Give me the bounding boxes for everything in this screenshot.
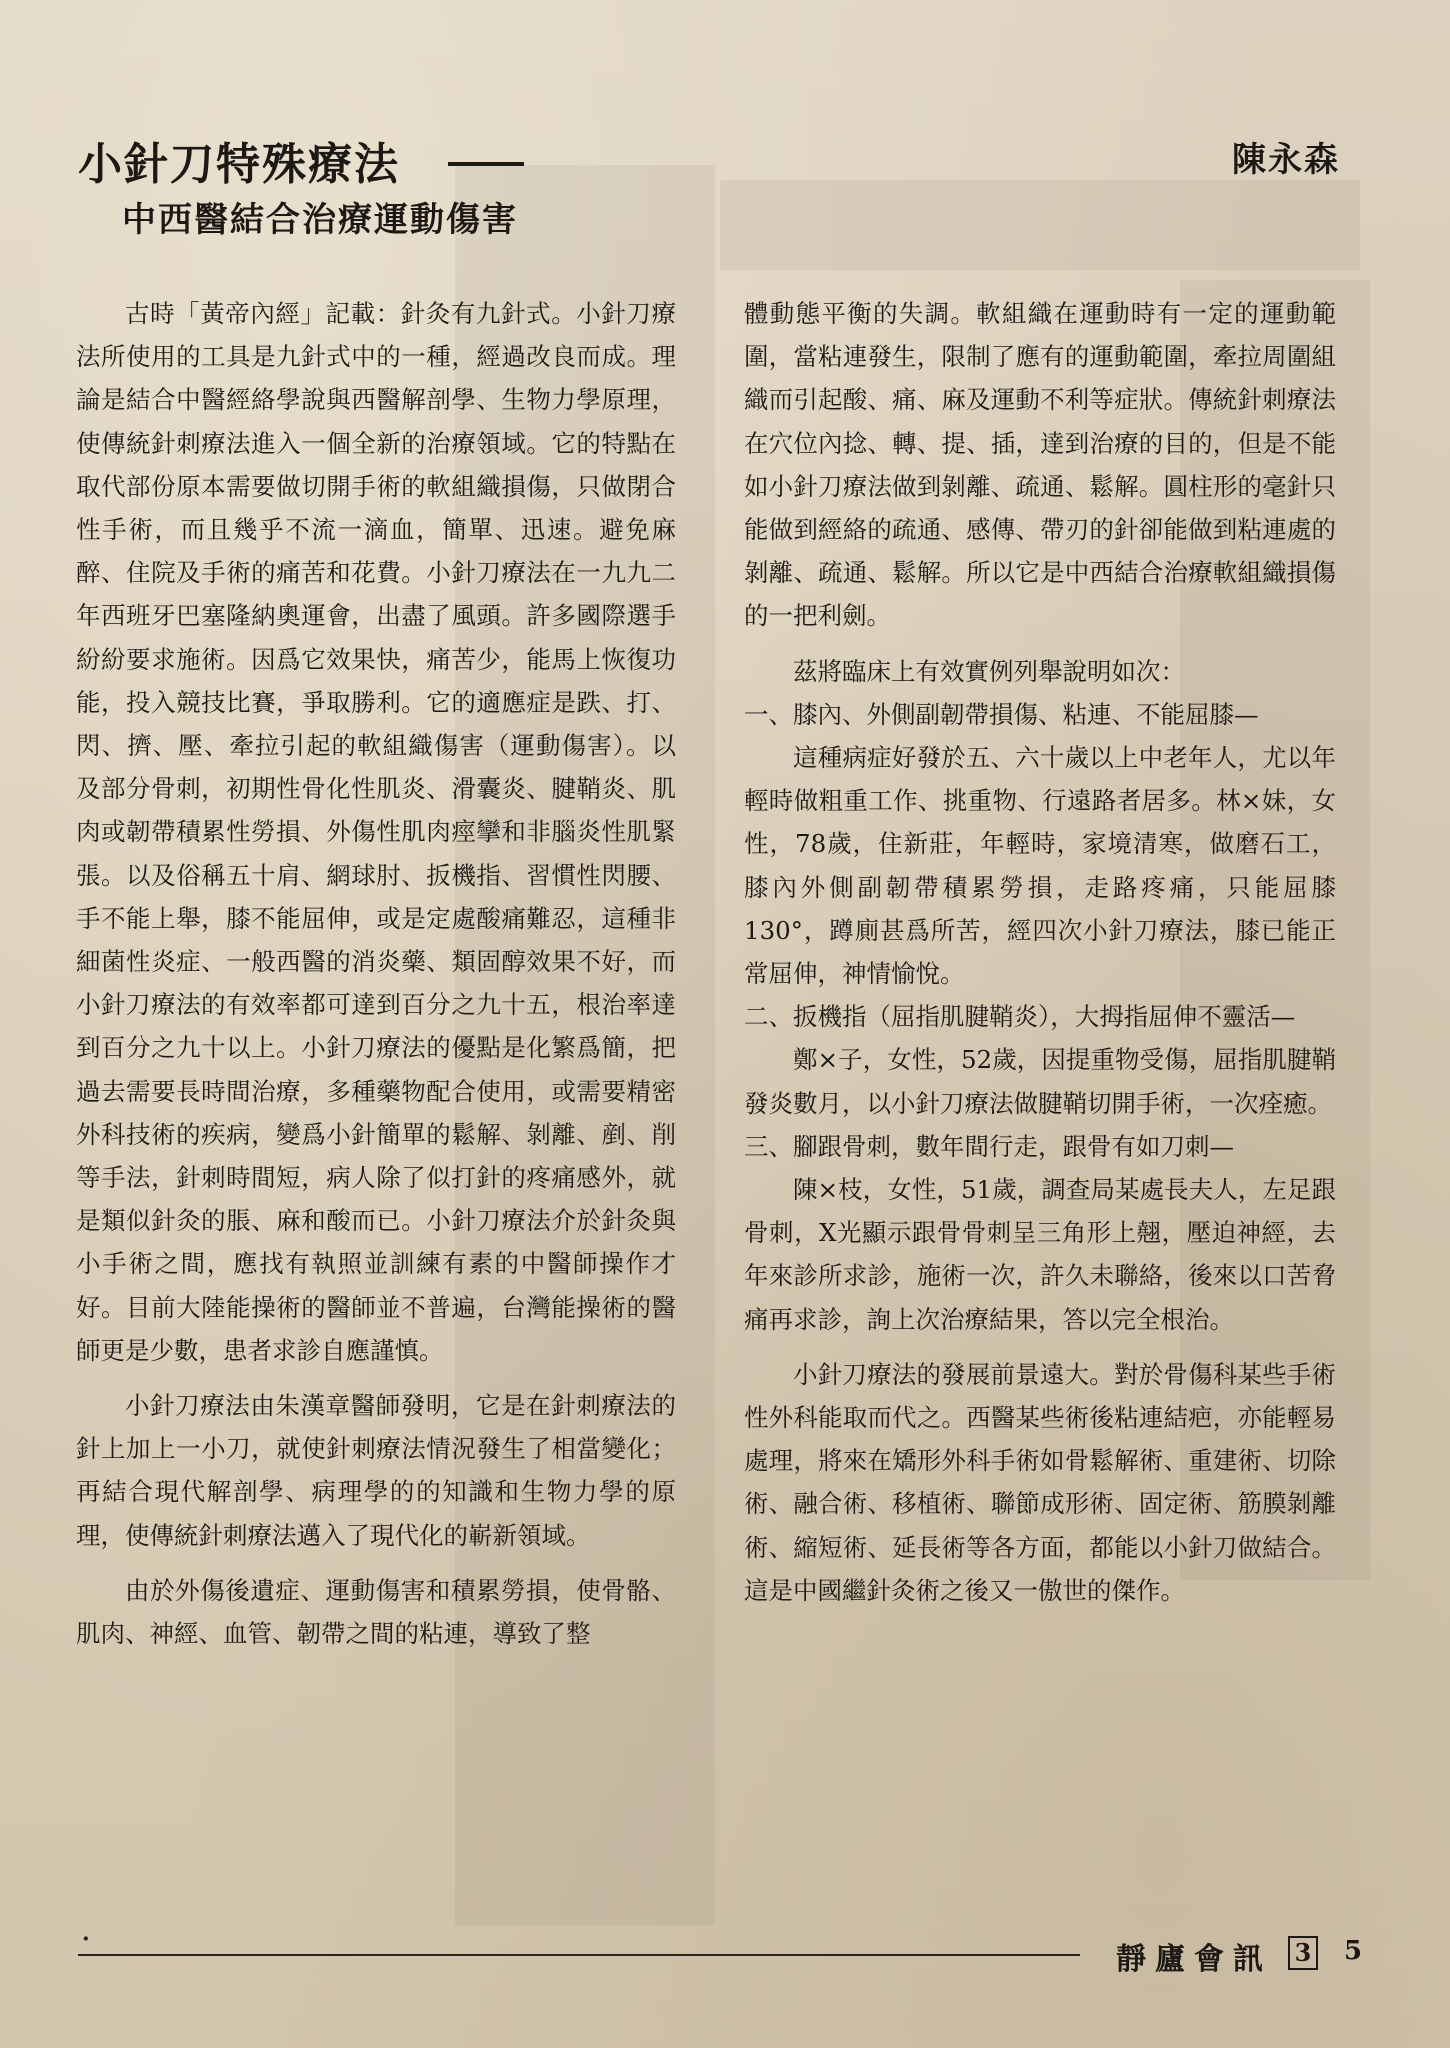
left-column [76, 292, 676, 1655]
case-body: 陳×枝，女性，51歲，調查局某處長夫人，左足跟骨刺，X光顯示跟骨骨刺呈三角形上翹，壓迫神經，去年來診所求診，施術一次，許久未聯絡，後來以口苦脅痛再求診，詢上次治療結果，答以完全根治。 [744, 1175, 1336, 1334]
article-subtitle: 中西醫結合治療運動傷害 [122, 200, 518, 240]
issue-number: 3 [1288, 1936, 1318, 1970]
bleed-through-block [720, 180, 1360, 270]
article-title: 小針刀特殊療法 [78, 139, 400, 190]
case-heading: 一、膝內、外側副韌帶損傷、粘連、不能屈膝— [744, 699, 1259, 729]
right-column [744, 292, 1336, 1612]
title-dash [448, 162, 524, 166]
paragraph: 小針刀療法的發展前景遠大。對於骨傷科某些手術性外科能取而代之。西醫某些術後粘連結疤，亦能輕易處理，將來在矯形外科手術如骨鬆解術、重建術、切除術、融合術、移植術、聯節成形術、固定術、筋膜剝離術、縮短術、延長術等各方面，都能以小針刀做結合。這是中國繼針灸術之後又一傲世的傑作。 [744, 1359, 1336, 1605]
author-name: 陳永森 [1232, 140, 1340, 180]
paragraph: 古時「黃帝內經」記載：針灸有九針式。小針刀療法所使用的工具是九針式中的一種，經過改良而成。理論是結合中醫經絡學說與西醫解剖學、生物力學原理，使傳統針刺療法進入一個全新的治療領域。它的特點在取代部份原本需要做切開手術的軟組織損傷，只做閉合性手術，而且幾乎不流一滴血，簡單、迅速。避免麻醉、住院及手術的痛苦和花費。小針刀療法在一九九二年西班牙巴塞隆納奧運會，出盡了風頭。許多國際選手紛紛要求施術。因爲它效果快，痛苦少，能馬上恢復功能，投入競技比賽，爭取勝利。它的適應症是跌、打、閃、擠、壓、牽拉引起的軟組織傷害（運動傷害）。以及部分骨刺，初期性骨化性肌炎、滑囊炎、腱鞘炎、肌肉或韌帶積累性勞損、外傷性肌肉痙攣和非腦炎性肌緊張。以及俗稱五十肩、網球肘、扳機指、習慣性閃腰、手不能上舉，膝不能屈伸，或是定處酸痛難忍，這種非細菌性炎症、一般西醫的消炎藥、類固醇效果不好，而小針刀療法的有效率都可達到百分之九十五，根治率達到百分之九十以上。小針刀療法的優點是化繁爲簡，把過去需要長時間治療，多種藥物配合使用，或需要精密外科技術的疾病，變爲小針簡單的鬆解、剝離、剷、削等手法，針刺時間短，病人除了似打針的疼痛感外，就是類似針灸的脹、麻和酸而已。小針刀療法介於針灸與小手術之間，應找有執照並訓練有素的中醫師操作才好。目前大陸能操術的醫師並不普遍，台灣能操術的醫師更是少數，患者求診自應謹慎。 [76, 299, 676, 1365]
case-heading: 三、腳跟骨刺，數年間行走，跟骨有如刀刺— [744, 1131, 1234, 1161]
publication-name: 靜廬會訊 [1116, 1942, 1272, 1977]
case-heading: 二、扳機指（屈指肌腱鞘炎），大拇指屈伸不靈活— [744, 1002, 1296, 1032]
footer-rule [78, 1954, 1080, 1956]
case-body: 鄭×子，女性，52歲，因提重物受傷，屈指肌腱鞘發炎數月，以小針刀療法做腱鞘切開手術，一次痊癒。 [744, 1045, 1336, 1118]
page-number: 5 [1344, 1936, 1363, 1966]
paragraph: 體動態平衡的失調。軟組織在運動時有一定的運動範圍，當粘連發生，限制了應有的運動範圍，牽拉周圍組織而引起酸、痛、麻及運動不利等症狀。傳統針刺療法在穴位內捻、轉、提、插，達到治療的目的，但是不能如小針刀療法做到剝離、疏通、鬆解。圓柱形的毫針只能做到經絡的疏通、感傳、帶刃的針卻能做到粘連處的剝離、疏通、鬆解。所以它是中西結合治療軟組織損傷的一把利劍。 [744, 299, 1336, 631]
footer-mark: · [82, 1926, 90, 1952]
paragraph: 由於外傷後遺症、運動傷害和積累勞損，使骨骼、肌肉、神經、血管、韌帶之間的粘連，導致了整 [76, 1575, 676, 1649]
examples-intro: 茲將臨床上有效實例列舉說明如次： [793, 656, 1185, 686]
case-body: 這種病症好發於五、六十歲以上中老年人，尤以年輕時做粗重工作、挑重物、行遠路者居多。林×妹，女性，78歲，住新莊，年輕時，家境清寒，做磨石工，膝內外側副韌帶積累勞損，走路疼痛，只能屈膝130°，蹲廁甚爲所苦，經四次小針刀療法，膝已能正常屈伸，神情愉悅。 [744, 743, 1336, 989]
paragraph: 小針刀療法由朱漢章醫師發明，它是在針刺療法的針上加上一小刀，就使針刺療法情況發生了相當變化；再結合現代解剖學、病理學的的知識和生物力學的原理，使傳統針刺療法邁入了現代化的嶄新領域。 [76, 1391, 676, 1550]
